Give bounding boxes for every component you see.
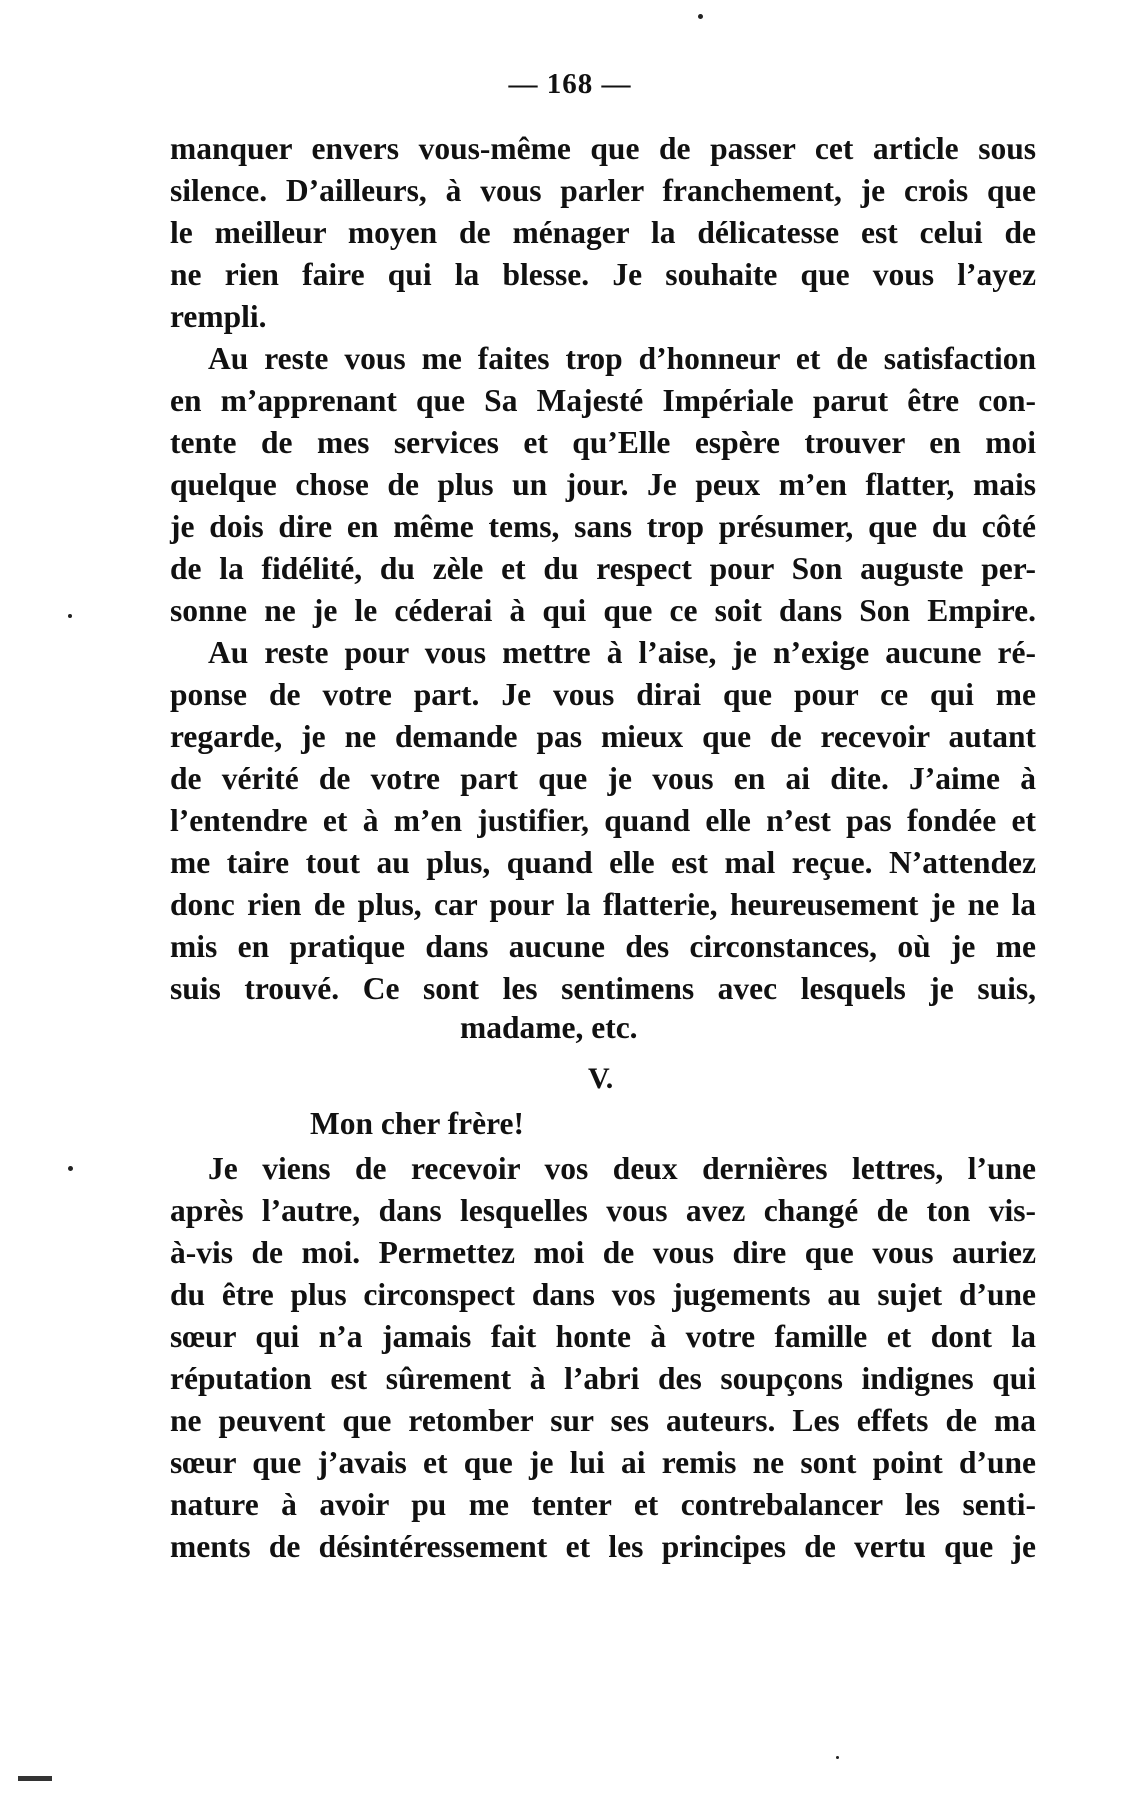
text-line: suis trouvé. Ce sont les sentimens avec lesquels je suis,	[170, 971, 1036, 1006]
letter-closing: madame, etc.	[460, 1010, 638, 1045]
text-line: du être plus circonspect dans vos jugements au sujet d’une	[170, 1277, 1036, 1312]
text-line: l’entendre et à m’en justifier, quand elle n’est pas fondée et	[170, 803, 1036, 838]
text-line: me taire tout au plus, quand elle est mal reçue. N’attendez	[170, 845, 1036, 880]
text-line: à-vis de moi. Permettez moi de vous dire que vous auriez	[170, 1235, 1036, 1270]
text-line: mis en pratique dans aucune des circonstances, où je me	[170, 929, 1036, 964]
text-line: je dois dire en même tems, sans trop présumer, que du côté	[170, 509, 1036, 544]
letter-continued-text	[170, 128, 1036, 1010]
text-line: sœur qui n’a jamais fait honte à votre famille et dont la	[170, 1319, 1036, 1354]
text-line: rempli.	[170, 299, 267, 334]
text-line: après l’autre, dans lesquelles vous avez changé de ton vis-	[170, 1193, 1036, 1228]
page-number: — 168 —	[508, 68, 632, 100]
text-line: de la fidélité, du zèle et du respect pour Son auguste per-	[170, 551, 1036, 586]
text-line: Au reste pour vous mettre à l’aise, je n’exige aucune ré-	[208, 635, 1036, 670]
text-line: Au reste vous me faites trop d’honneur et de satisfaction	[208, 341, 1036, 376]
text-line: quelque chose de plus un jour. Je peux m’en flatter, mais	[170, 467, 1036, 502]
text-line: tente de mes services et qu’Elle espère trouver en moi	[170, 425, 1036, 460]
scan-edge-mark	[18, 1776, 52, 1781]
letter-v-text	[170, 1148, 1036, 1568]
text-line: donc rien de plus, car pour la flatterie, heureusement je ne la	[170, 887, 1036, 922]
salutation: Mon cher frère!	[310, 1106, 524, 1141]
text-line: manquer envers vous-même que de passer cet article sous	[170, 131, 1036, 166]
text-line: en m’apprenant que Sa Majesté Impériale parut être con-	[170, 383, 1036, 418]
scan-speck	[68, 1166, 73, 1171]
text-line: silence. D’ailleurs, à vous parler franchement, je crois que	[170, 173, 1036, 208]
scan-speck	[836, 1756, 839, 1759]
scan-speck	[698, 14, 703, 19]
text-line: ne rien faire qui la blesse. Je souhaite que vous l’ayez	[170, 257, 1036, 292]
text-line: Je viens de recevoir vos deux dernières lettres, l’une	[208, 1151, 1036, 1186]
text-line: réputation est sûrement à l’abri des soupçons indignes qui	[170, 1361, 1036, 1396]
scan-speck	[68, 614, 72, 618]
text-line: ne peuvent que retomber sur ses auteurs. Les effets de ma	[170, 1403, 1036, 1438]
text-line: sonne ne je le céderai à qui que ce soit dans Son Empire.	[170, 593, 1036, 628]
text-line: de vérité de votre part que je vous en ai dite. J’aime à	[170, 761, 1036, 796]
text-line: le meilleur moyen de ménager la délicatesse est celui de	[170, 215, 1036, 250]
text-line: regarde, je ne demande pas mieux que de recevoir autant	[170, 719, 1036, 754]
text-line: sœur que j’avais et que je lui ai remis ne sont point d’une	[170, 1445, 1036, 1480]
text-line: ments de désintéressement et les principes de vertu que je	[170, 1529, 1036, 1564]
text-line: ponse de votre part. Je vous dirai que pour ce qui me	[170, 677, 1036, 712]
section-numeral: V.	[588, 1062, 614, 1095]
text-line: nature à avoir pu me tenter et contrebalancer les senti-	[170, 1487, 1036, 1522]
